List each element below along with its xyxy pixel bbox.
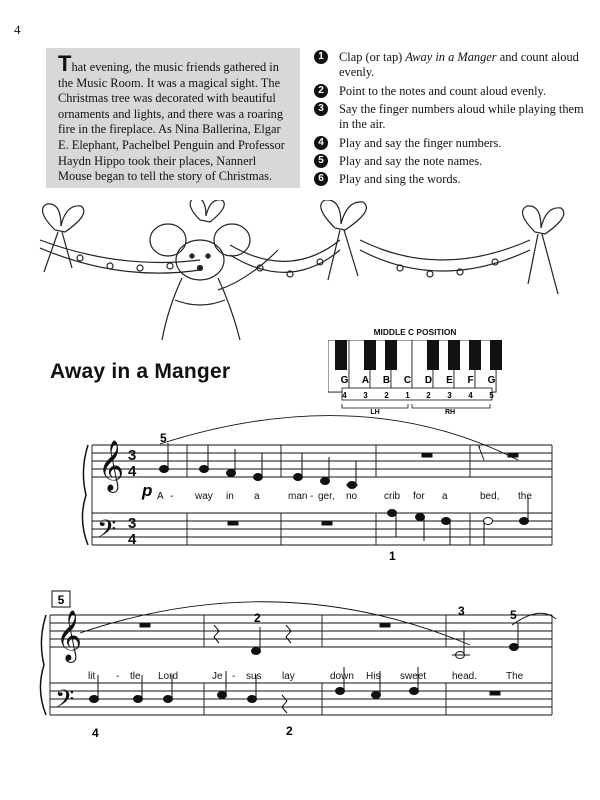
black-key: [335, 340, 347, 370]
black-key: [427, 340, 439, 370]
lyric: bed,: [480, 491, 500, 502]
finger-label: 3: [447, 391, 452, 400]
lyric: in: [226, 491, 234, 502]
treble-clef-icon: 𝄞: [56, 611, 83, 660]
lyric: A: [157, 491, 164, 502]
music-system-2: [0, 585, 600, 755]
bass-clef-icon: 𝄢: [55, 686, 75, 719]
step-number: 1: [314, 50, 328, 64]
bass-staff: [50, 683, 552, 715]
bass-clef-icon: 𝄢: [97, 516, 117, 549]
lyric: crib: [384, 491, 401, 502]
step-item: 2 Point to the notes and count aloud evenly.: [314, 84, 584, 99]
lyric: The: [506, 671, 524, 682]
bass-staff: [92, 513, 552, 545]
step-item: 4 Play and say the finger numbers.: [314, 136, 584, 151]
lyric: a: [442, 491, 448, 502]
finger-label: 2: [426, 391, 431, 400]
key-label: B: [382, 375, 391, 386]
black-key: [385, 340, 397, 370]
finger-label: 3: [363, 391, 368, 400]
step-number: 2: [314, 84, 328, 98]
time-sig-top: 3: [128, 447, 137, 464]
rh-label: RH: [444, 409, 456, 414]
lyric: -: [170, 491, 174, 502]
finger-label: 2: [384, 391, 389, 400]
lyric: man: [288, 491, 308, 502]
lyric: ger,: [318, 491, 335, 502]
lyric: sweet: [400, 671, 427, 682]
key-label: D: [424, 375, 433, 386]
lyric: a: [254, 491, 260, 502]
lyric: Je: [212, 671, 223, 682]
lyric: lay: [282, 671, 295, 682]
finger-label: 4: [468, 391, 473, 400]
finger-number: 2: [254, 611, 261, 625]
garland-illustration: [0, 200, 600, 340]
lyric: tle: [130, 671, 141, 682]
time-sig-top-bass: 3: [128, 515, 137, 532]
key-label: A: [361, 375, 370, 386]
lyric: head.: [452, 671, 478, 682]
finger-label: 5: [489, 391, 494, 400]
step-number: 4: [314, 136, 328, 150]
key-label: F: [467, 375, 474, 386]
finger-number: 5: [510, 608, 517, 622]
lyric: lit: [88, 671, 96, 682]
finger-number: 2: [286, 724, 293, 738]
lyric: down: [330, 671, 354, 682]
step-number: 5: [314, 154, 328, 168]
finger-number: 3: [458, 604, 465, 618]
lyric: for: [413, 491, 425, 502]
page-number: 4: [14, 22, 21, 37]
story-drop-cap: T: [58, 51, 72, 76]
lyric: -: [232, 671, 236, 682]
lyric: Lord: [158, 671, 179, 682]
lyric: sus: [246, 671, 262, 682]
story-text: hat evening, the music friends gathered in the Music Room. It was a magical sight. The Christmas tree was decorated with beautiful ornaments and lights, and there was a roaring fire in the fireplace. As Nina Ballerina, Elgar E. Elephant, Pachelbel Penguin and Professor Haydn Hippo took their places, Nannerl Mouse began to tell the story of Christmas.: [58, 60, 285, 184]
song-title: Away in a Manger: [50, 360, 231, 383]
keyboard-title: MIDDLE C POSITION: [373, 327, 457, 337]
instruction-steps: [314, 50, 584, 191]
time-sig-bottom-bass: 4: [128, 531, 137, 548]
key-label: G: [340, 375, 349, 386]
lyric: the: [518, 491, 532, 502]
measure-number: 5: [57, 593, 65, 607]
story-box: [46, 48, 300, 188]
step-number: 6: [314, 172, 328, 186]
key-label: C: [403, 375, 412, 386]
lyric: His: [366, 671, 381, 682]
lyric: way: [195, 491, 213, 502]
key-label: E: [446, 375, 453, 386]
time-sig-bottom: 4: [128, 463, 137, 480]
step-item: 6 Play and sing the words.: [314, 172, 584, 187]
lyric: -: [310, 491, 314, 502]
dynamic-marking: p: [142, 481, 153, 500]
lyric: -: [116, 671, 120, 682]
finger-label: 1: [405, 391, 410, 400]
black-key: [448, 340, 460, 370]
lyric: no: [346, 491, 358, 502]
finger-number: 4: [92, 726, 99, 740]
finger-number: 1: [389, 549, 396, 563]
step-item: 1 Clap (or tap) Away in a Manger and count aloud evenly.: [314, 50, 584, 80]
treble-clef-icon: 𝄞: [98, 441, 125, 490]
key-label: G: [487, 375, 496, 386]
music-system-1: [0, 400, 600, 570]
step-item: 5 Play and say the note names.: [314, 154, 584, 169]
step-number: 3: [314, 102, 328, 116]
finger-number: 5: [160, 431, 167, 445]
finger-label: 4: [342, 391, 347, 400]
black-key: [364, 340, 376, 370]
lh-label: LH: [370, 409, 380, 414]
black-key: [469, 340, 481, 370]
step-item: 3 Say the finger numbers aloud while playing them in the air.: [314, 102, 584, 132]
black-key: [490, 340, 502, 370]
